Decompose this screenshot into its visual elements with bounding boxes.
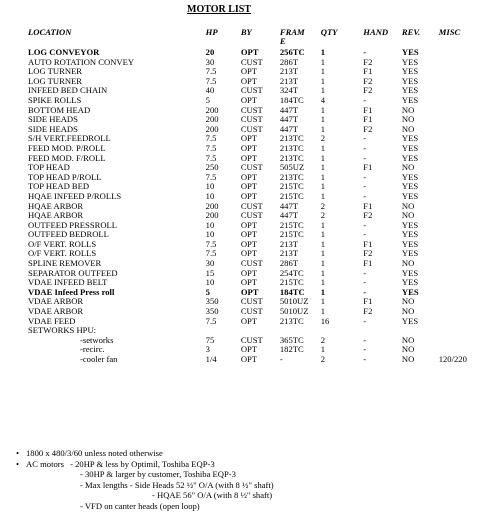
cell-location: HQAE ARBOR [28, 200, 84, 211]
cell-by: OPT [240, 190, 258, 201]
cell-hp: 40 [205, 85, 215, 96]
cell-hp: 250 [205, 162, 219, 173]
cell-misc [439, 96, 477, 106]
cell-hand: - [363, 229, 367, 240]
cell-by: CUST [240, 56, 263, 67]
cell-qty: 1 [320, 286, 326, 297]
cell-qty: 1 [320, 267, 326, 278]
cell-qty: 2 [320, 210, 326, 221]
note-ac-motors-small: - 20HP & less by Optimil, Toshiba EQP-3 [70, 458, 215, 469]
cell-hand: F1 [363, 162, 373, 173]
cell-frame: 215TC [279, 181, 304, 192]
cell-by: OPT [240, 142, 258, 153]
cell-location: VDAE FEED [28, 315, 76, 326]
cell-location: LOG TURNER [28, 75, 83, 86]
cell-qty: 1 [320, 75, 326, 86]
cell-rev: NO [401, 162, 415, 173]
cell-qty: 1 [320, 152, 326, 163]
cell-misc [439, 163, 477, 173]
cell-location: S/H VERT.FEEDROLL [28, 133, 111, 144]
cell-qty: 1 [320, 248, 326, 259]
cell-hand: - [363, 94, 367, 105]
cell-rev: YES [401, 315, 419, 326]
cell-qty: 1 [320, 296, 326, 307]
cell-frame: 184TC [279, 286, 305, 297]
cell-location: LOG TURNER [28, 66, 83, 77]
cell-frame: 184TC [279, 94, 304, 105]
cell-hp: 75 [205, 334, 215, 345]
cell-by: OPT [240, 133, 258, 144]
header-qty: QTY [320, 27, 338, 37]
cell-qty: 1 [320, 181, 326, 192]
cell-hand: F1 [363, 296, 373, 307]
cell-hand: - [363, 267, 367, 278]
cell-hp: 10 [205, 277, 215, 288]
cell-rev: NO [401, 104, 415, 115]
cell-by: OPT [240, 354, 258, 364]
cell-location: -setworks [80, 334, 114, 345]
cell-qty: 1 [320, 190, 326, 201]
cell-frame: 213TC [279, 152, 304, 163]
cell-rev: NO [401, 334, 415, 345]
cell-misc [439, 173, 477, 183]
cell-rev: NO [401, 258, 415, 269]
cell-location: SIDE HEADS [28, 123, 78, 134]
note-ac-motors-large: - 30HP & larger by customer, Toshiba EQP-3 [80, 469, 236, 480]
cell-frame: 215TC [279, 190, 304, 201]
motor-list-table [28, 28, 477, 365]
cell-hp: 30 [205, 56, 215, 67]
cell-qty: 1 [320, 142, 326, 153]
cell-frame: 5010UZ [279, 296, 309, 307]
cell-qty [321, 326, 364, 336]
cell-hand: F2 [363, 75, 373, 86]
cell-misc [439, 58, 477, 68]
cell-hp: 200 [205, 114, 219, 125]
cell-location: OUTFEED PRESSROLL [28, 219, 118, 230]
note-line [16, 448, 274, 459]
note-vfd: - VFD on canter heads (open loop) [80, 500, 200, 511]
note-line [16, 469, 274, 480]
cell-by: OPT [240, 315, 258, 326]
cell-rev: YES [401, 190, 419, 201]
header-misc: MISC [438, 27, 461, 37]
cell-frame: 447T [279, 210, 298, 221]
cell-hp: 3 [205, 344, 210, 355]
cell-location: OUTFEED BEDROLL [28, 229, 109, 240]
cell-qty: 2 [320, 133, 326, 144]
cell-by: CUST [240, 296, 263, 307]
cell-misc [439, 192, 477, 202]
cell-frame: 447T [279, 104, 298, 115]
cell-qty: 1 [320, 56, 326, 67]
cell-frame: 447T [279, 114, 298, 125]
cell-hand: F2 [363, 248, 373, 259]
cell-location: -cooler fan [80, 354, 118, 364]
cell-hp: 10 [205, 229, 215, 240]
cell-frame: 213T [279, 66, 298, 77]
cell-hp: 7.5 [205, 248, 217, 259]
cell-misc [439, 182, 477, 192]
cell-hand: - [363, 190, 367, 201]
cell-hp: 5 [205, 286, 210, 297]
cell-hp: 1/4 [205, 354, 217, 364]
cell-location: AUTO ROTATION CONVEY [28, 56, 135, 67]
cell-location: O/F VERT. ROLLS [28, 248, 97, 259]
note-max-lengths: - Max lengths - Side Heads 52 ½" O/A (with 8 ½" shaft) [80, 479, 274, 490]
cell-qty: 1 [320, 104, 326, 115]
cell-hand: F1 [363, 114, 373, 125]
cell-rev: NO [401, 344, 415, 355]
cell-misc [439, 134, 477, 144]
cell-misc [439, 240, 477, 250]
cell-hand: - [363, 181, 367, 192]
cell-location: INFEED BED CHAIN [28, 85, 108, 96]
cell-misc [439, 307, 477, 317]
note-hqae-length: - HQAE 56" O/A (with 8 ½" shaft) [152, 490, 273, 501]
cell-by: CUST [240, 114, 263, 125]
cell-qty: 1 [320, 162, 326, 173]
cell-misc [439, 326, 477, 336]
table-body [28, 48, 477, 365]
cell-misc [439, 269, 477, 279]
cell-misc [439, 106, 477, 116]
cell-rev: NO [401, 210, 415, 221]
cell-qty: 1 [320, 171, 326, 182]
cell-rev: YES [401, 248, 419, 259]
cell-frame: 254TC [279, 267, 304, 278]
cell-hand: F1 [363, 258, 373, 269]
cell-hand: - [363, 133, 367, 144]
cell-misc [439, 249, 477, 259]
header-hp: HP [205, 27, 218, 37]
cell-rev: YES [401, 171, 419, 182]
cell-hp: 10 [205, 190, 215, 201]
cell-hand: F2 [363, 123, 373, 134]
cell-location: HQAE ARBOR [28, 210, 84, 221]
cell-frame: 215TC [279, 229, 304, 240]
cell-hand: F1 [363, 238, 373, 249]
cell-misc [439, 202, 477, 212]
cell-by: CUST [240, 306, 263, 317]
cell-misc [439, 317, 477, 327]
cell-rev: YES [401, 85, 419, 96]
cell-rev: YES [401, 152, 419, 163]
cell-frame: 505UZ [279, 162, 305, 173]
cell-location: FEED MOD. P/ROLL [28, 142, 106, 153]
cell-frame: 5010UZ [279, 306, 309, 317]
cell-location: VDAE ARBOR [28, 306, 84, 317]
cell-hand: F2 [363, 306, 373, 317]
cell-frame: 213T [279, 248, 298, 259]
cell-hp: 7.5 [205, 171, 217, 182]
cell-rev: NO [401, 354, 415, 364]
cell-location: SEPARATOR OUTFEED [28, 267, 118, 278]
cell-hp: 10 [205, 181, 215, 192]
cell-by: OPT [240, 171, 258, 182]
cell-frame: 182TC [279, 344, 304, 355]
cell-hp: 200 [205, 104, 219, 115]
header-frame: FRAM E [279, 27, 305, 47]
cell-misc [439, 48, 477, 58]
cell-location: HQAE INFEED P/ROLLS [28, 190, 122, 201]
cell-misc [439, 259, 477, 269]
cell-by: OPT [240, 47, 259, 57]
header-by: BY [240, 27, 252, 37]
cell-hp: 7.5 [205, 133, 217, 144]
cell-qty: 16 [320, 315, 330, 326]
cell-hand: - [363, 277, 367, 288]
cell-hp: 350 [205, 296, 219, 307]
cell-rev: YES [401, 267, 419, 278]
cell-hand: - [363, 315, 367, 326]
cell-qty: 1 [320, 66, 326, 77]
cell-rev: NO [401, 123, 415, 134]
cell-misc [439, 125, 477, 135]
cell-location: BOTTOM HEAD [28, 104, 91, 115]
cell-hand: - [363, 47, 367, 57]
cell-hand: - [363, 286, 367, 297]
cell-qty: 1 [320, 344, 326, 355]
cell-misc [439, 67, 477, 77]
note-voltage: 1800 x 480/3/60 unless noted otherwise [26, 448, 163, 458]
cell-rev: YES [401, 277, 419, 288]
cell-rev: NO [401, 306, 415, 317]
table-row [28, 355, 477, 365]
cell-hand: F1 [363, 66, 373, 77]
cell-by: CUST [240, 200, 263, 211]
cell-location: VDAE ARBOR [28, 296, 84, 307]
cell-hp: 20 [205, 47, 215, 57]
cell-rev: YES [401, 238, 419, 249]
cell-rev: NO [401, 114, 415, 125]
cell-frame: 213TC [279, 133, 304, 144]
cell-location: SPLINE REMOVER [28, 258, 102, 269]
bullet-icon: • [16, 448, 20, 458]
cell-by: OPT [240, 219, 258, 230]
cell-rev: YES [401, 66, 419, 77]
cell-by: OPT [240, 181, 258, 192]
cell-rev: YES [401, 47, 419, 57]
cell-qty: 2 [320, 200, 326, 211]
note-line [16, 459, 274, 470]
cell-by: OPT [240, 152, 258, 163]
note-line [16, 480, 274, 491]
cell-misc [439, 230, 477, 240]
cell-hand: F2 [363, 85, 373, 96]
cell-location: TOP HEAD BED [28, 181, 90, 192]
cell-hp: 7.5 [205, 66, 217, 77]
cell-by: CUST [240, 210, 263, 221]
cell-location: TOP HEAD P/ROLL [28, 171, 102, 182]
cell-by: OPT [240, 66, 258, 77]
cell-qty: 4 [320, 94, 326, 105]
cell-misc [439, 336, 477, 346]
cell-misc [439, 144, 477, 154]
cell-by: CUST [240, 334, 263, 345]
cell-qty: 1 [320, 229, 326, 240]
bullet-icon: • [16, 458, 20, 469]
cell-frame: 215TC [279, 219, 304, 230]
cell-by: OPT [240, 286, 259, 297]
cell-misc [439, 297, 477, 307]
cell-misc [439, 288, 477, 298]
cell-frame: 447T [279, 200, 298, 211]
cell-hp: 200 [205, 200, 219, 211]
cell-misc [439, 211, 477, 221]
cell-by: CUST [240, 258, 263, 269]
cell-rev: YES [401, 94, 419, 105]
cell-frame: 213T [279, 238, 298, 249]
cell-location: VDAE INFEED BELT [28, 277, 108, 288]
cell-qty: 1 [320, 238, 326, 249]
cell-qty: 1 [320, 306, 326, 317]
cell-frame: - [279, 354, 283, 364]
cell-qty: 1 [320, 277, 326, 288]
cell-location: O/F VERT. ROLLS [28, 238, 97, 249]
cell-hp: 7.5 [205, 75, 217, 86]
cell-misc [439, 221, 477, 231]
cell-frame: 213T [279, 75, 298, 86]
header-location: LOCATION [28, 27, 72, 37]
note-ac-motors-label: AC motors [26, 458, 64, 469]
cell-rev: YES [401, 133, 419, 144]
table-header-row [28, 28, 477, 48]
cell-hand: - [363, 142, 367, 153]
cell-rev: YES [401, 56, 419, 67]
cell-rev: YES [401, 142, 419, 153]
cell-by: CUST [240, 123, 263, 134]
cell-hp: 10 [205, 219, 215, 230]
cell-misc [439, 115, 477, 125]
cell-hp: 200 [205, 210, 219, 221]
cell-location: SETWORKS HPU: [28, 325, 97, 336]
cell-location: -recirc. [80, 344, 105, 355]
cell-frame: 213TC [279, 171, 304, 182]
cell-rev: YES [401, 75, 419, 86]
cell-location: LOG CONVEYOR [28, 47, 100, 57]
cell-location: SIDE HEADS [28, 114, 78, 125]
cell-hand: - [363, 334, 367, 345]
cell-hp: 350 [205, 306, 219, 317]
cell-misc: 120/220 [438, 354, 467, 364]
cell-location: SPIKE ROLLS [28, 94, 82, 105]
cell-frame: 324T [279, 85, 298, 96]
cell-frame: 447T [279, 123, 298, 134]
header-hand: HAND [363, 27, 389, 37]
cell-hand: - [363, 354, 367, 364]
cell-qty: 2 [320, 354, 326, 364]
cell-location: VDAE Infeed Press roll [28, 286, 115, 297]
cell-misc [439, 154, 477, 164]
note-line [16, 501, 274, 512]
header-rev: REV. [401, 27, 421, 37]
cell-rev: NO [401, 296, 415, 307]
cell-hand [363, 326, 402, 336]
cell-by: OPT [240, 277, 258, 288]
cell-misc [439, 86, 477, 96]
cell-by: OPT [240, 75, 258, 86]
notes-section [16, 448, 274, 512]
cell-hp: 7.5 [205, 238, 217, 249]
cell-qty: 1 [320, 258, 326, 269]
cell-frame: 215TC [279, 277, 304, 288]
cell-location: FEED MOD. F/ROLL [28, 152, 106, 163]
cell-frame: 213TC [279, 315, 304, 326]
cell-hp: 7.5 [205, 142, 217, 153]
cell-rev: YES [401, 229, 419, 240]
cell-hand: - [363, 152, 367, 163]
page-title: MOTOR LIST [187, 4, 251, 15]
cell-hand: - [363, 344, 367, 355]
cell-hand: F2 [363, 56, 373, 67]
cell-qty: 1 [320, 47, 326, 57]
cell-hand: F1 [363, 200, 373, 211]
cell-rev: NO [401, 200, 415, 211]
cell-hand: F2 [363, 210, 373, 221]
cell-rev: YES [401, 181, 419, 192]
cell-hp: 7.5 [205, 152, 217, 163]
cell-hp: 30 [205, 258, 215, 269]
cell-frame: 213TC [279, 142, 304, 153]
cell-by: CUST [240, 85, 263, 96]
note-line [16, 490, 274, 501]
cell-hp: 7.5 [205, 315, 217, 326]
cell-by: OPT [240, 238, 258, 249]
cell-by: CUST [240, 162, 263, 173]
cell-hand: - [363, 219, 367, 230]
cell-misc [439, 77, 477, 87]
cell-by: CUST [240, 104, 263, 115]
cell-qty: 2 [320, 334, 326, 345]
cell-rev: YES [401, 286, 419, 297]
cell-by: OPT [240, 94, 258, 105]
cell-qty: 1 [320, 85, 326, 96]
cell-frame: 286T [279, 56, 298, 67]
cell-frame: 286T [279, 258, 298, 269]
cell-hand: - [363, 171, 367, 182]
cell-hp: 5 [205, 94, 210, 105]
cell-by: OPT [240, 267, 258, 278]
cell-qty: 1 [320, 114, 326, 125]
cell-frame: 256TC [279, 47, 305, 57]
cell-rev: YES [401, 219, 419, 230]
cell-hand: F1 [363, 104, 373, 115]
cell-hp: 15 [205, 267, 215, 278]
cell-qty: 1 [320, 123, 326, 134]
cell-location: TOP HEAD [28, 162, 70, 173]
cell-by: OPT [240, 229, 258, 240]
cell-qty: 1 [320, 219, 326, 230]
cell-frame: 365TC [279, 334, 304, 345]
cell-by: OPT [240, 344, 258, 355]
cell-by: OPT [240, 248, 258, 259]
cell-misc [439, 278, 477, 288]
cell-hp: 200 [205, 123, 219, 134]
